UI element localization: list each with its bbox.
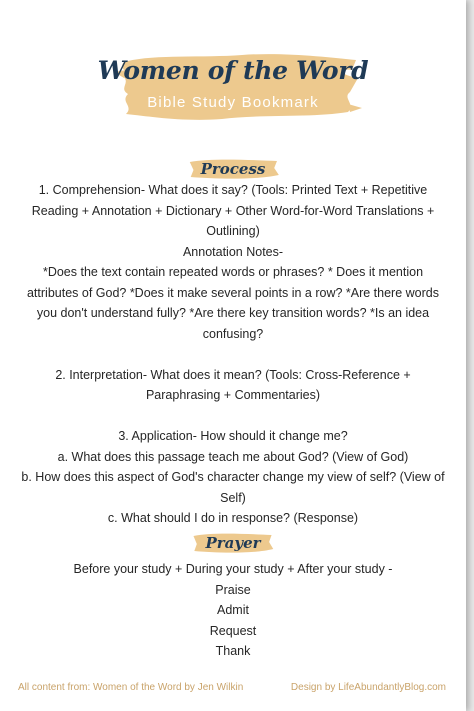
prayer-item-praise: Praise [215, 582, 251, 597]
application-item-c: c. What should I do in response? (Response) [107, 511, 359, 525]
annotation-notes-text: *Does the text contain repeated words or phrases? * Does it mention attributes of God? *Does it make several points in a row? *Are there words you don't understand fully? *Are there key transition words? *Is an idea confusing? [26, 265, 439, 341]
application-step: 3. Application- How should it change me? [118, 429, 348, 443]
prayer-intro: Before your study + During your study + After your study - [73, 562, 393, 576]
annotation-notes-label: Annotation Notes- [182, 244, 284, 259]
prayer-heading [0, 530, 466, 556]
application-item-b: b. How does this aspect of God's character change my view of self? (View of Self) [21, 470, 445, 505]
prayer-heading-label: Prayer [205, 534, 261, 552]
prayer-body [20, 559, 446, 662]
process-heading [0, 156, 466, 182]
prayer-item-thank: Thank [215, 644, 251, 658]
interpretation-step: 2. Interpretation- What does it mean? (Tools: Cross-Reference + Paraphrasing + Commentaries) [55, 367, 411, 402]
process-heading-label: Process [200, 160, 266, 178]
title-banner [0, 40, 466, 130]
footer-credit: All content from: Women of the Word by Jen Wilkin [18, 682, 244, 693]
application-item-a: a. What does this passage teach me about God? (View of God) [57, 449, 409, 464]
comprehension-step: 1. Comprehension- What does it say? (Tools: Printed Text + Repetitive Reading + Annotation + Dictionary + Other Word-for-Word Translations + Outlining) [31, 183, 435, 238]
prayer-item-admit: Admit [217, 603, 249, 617]
page-title: Women of the Word [97, 56, 369, 85]
prayer-item-request: Request [209, 623, 257, 638]
process-body [20, 180, 446, 529]
page-subtitle: Bible Study Bookmark [147, 94, 319, 111]
footer-design-credit: Design by LifeAbundantlyBlog.com [290, 682, 446, 693]
